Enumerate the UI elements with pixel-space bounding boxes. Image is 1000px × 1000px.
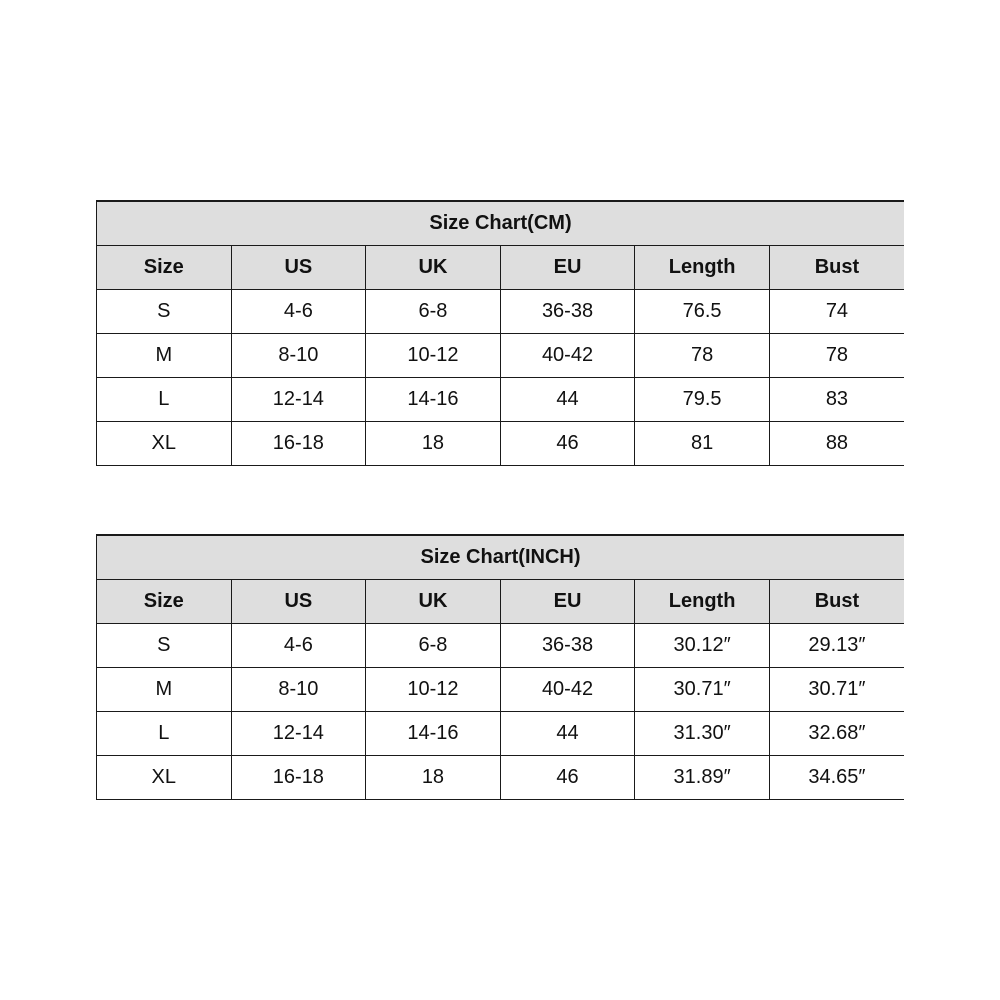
table-row: [97, 711, 905, 755]
cell-uk: 14-16: [366, 711, 501, 755]
cell-bust: 32.68″: [769, 711, 904, 755]
table-row: [97, 421, 905, 465]
cell-eu: 40-42: [500, 667, 635, 711]
column-header-uk: UK: [366, 579, 501, 623]
table-row: [97, 289, 905, 333]
cell-us: 8-10: [231, 667, 366, 711]
table-header-row: [97, 245, 905, 289]
size-chart-inch-table: [96, 534, 904, 800]
cell-size: L: [97, 377, 232, 421]
cell-us: 12-14: [231, 711, 366, 755]
table-title: Size Chart(INCH): [97, 535, 905, 579]
cell-bust: 88: [769, 421, 904, 465]
cell-eu: 44: [500, 711, 635, 755]
cell-eu: 46: [500, 421, 635, 465]
column-header-size: Size: [97, 245, 232, 289]
cell-length: 30.12″: [635, 623, 770, 667]
cell-us: 12-14: [231, 377, 366, 421]
cell-bust: 74: [769, 289, 904, 333]
cell-bust: 34.65″: [769, 755, 904, 799]
table-row: [97, 623, 905, 667]
table-header-row: [97, 579, 905, 623]
cell-length: 31.30″: [635, 711, 770, 755]
cell-eu: 36-38: [500, 623, 635, 667]
cell-bust: 78: [769, 333, 904, 377]
column-header-length: Length: [635, 245, 770, 289]
column-header-size: Size: [97, 579, 232, 623]
cell-us: 4-6: [231, 623, 366, 667]
column-header-eu: EU: [500, 245, 635, 289]
cell-eu: 44: [500, 377, 635, 421]
cell-eu: 40-42: [500, 333, 635, 377]
cell-eu: 36-38: [500, 289, 635, 333]
cell-bust: 83: [769, 377, 904, 421]
table-row: [97, 333, 905, 377]
cell-uk: 18: [366, 421, 501, 465]
cell-length: 76.5: [635, 289, 770, 333]
cell-size: S: [97, 623, 232, 667]
column-header-us: US: [231, 245, 366, 289]
cell-length: 31.89″: [635, 755, 770, 799]
cell-size: XL: [97, 755, 232, 799]
cell-size: S: [97, 289, 232, 333]
cell-us: 16-18: [231, 755, 366, 799]
table-title-row: [97, 535, 905, 579]
cell-size: M: [97, 333, 232, 377]
cell-uk: 14-16: [366, 377, 501, 421]
cell-uk: 10-12: [366, 667, 501, 711]
column-header-bust: Bust: [769, 245, 904, 289]
cell-uk: 6-8: [366, 623, 501, 667]
column-header-length: Length: [635, 579, 770, 623]
cell-length: 79.5: [635, 377, 770, 421]
cell-bust: 29.13″: [769, 623, 904, 667]
cell-size: M: [97, 667, 232, 711]
column-header-bust: Bust: [769, 579, 904, 623]
cell-uk: 10-12: [366, 333, 501, 377]
cell-us: 16-18: [231, 421, 366, 465]
size-chart-cm-table: [96, 200, 904, 466]
cell-eu: 46: [500, 755, 635, 799]
table-title-row: [97, 201, 905, 245]
cell-size: L: [97, 711, 232, 755]
column-header-uk: UK: [366, 245, 501, 289]
table-title: Size Chart(CM): [97, 201, 905, 245]
column-header-eu: EU: [500, 579, 635, 623]
table-row: [97, 755, 905, 799]
column-header-us: US: [231, 579, 366, 623]
cell-size: XL: [97, 421, 232, 465]
cell-length: 78: [635, 333, 770, 377]
table-row: [97, 377, 905, 421]
cell-uk: 6-8: [366, 289, 501, 333]
cell-bust: 30.71″: [769, 667, 904, 711]
cell-us: 4-6: [231, 289, 366, 333]
cell-uk: 18: [366, 755, 501, 799]
cell-us: 8-10: [231, 333, 366, 377]
cell-length: 81: [635, 421, 770, 465]
cell-length: 30.71″: [635, 667, 770, 711]
table-row: [97, 667, 905, 711]
